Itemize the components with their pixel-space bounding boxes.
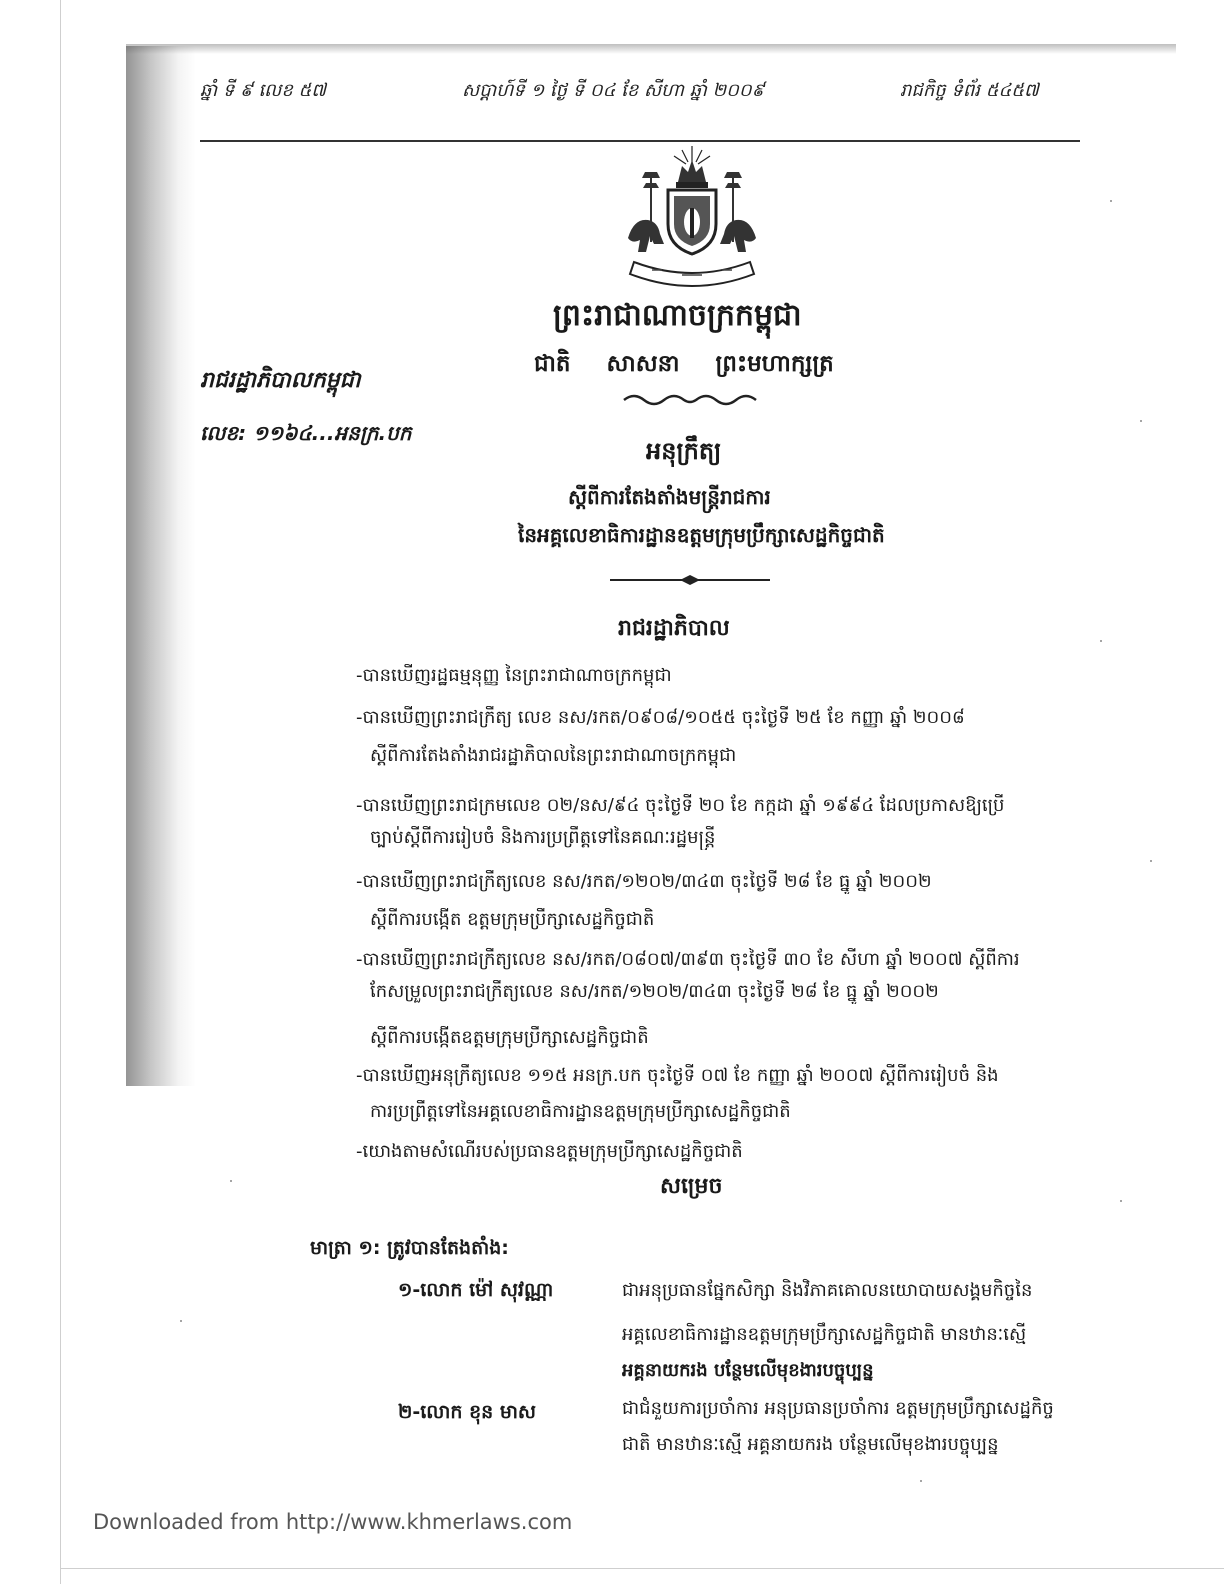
reference-line: កែសម្រួលព្រះរាជក្រឹត្យលេខ នស/រកត/១២០២/៣៤៣ ចុះថ្ងៃទី ២៨ ខែ ធ្នូ ឆ្នាំ ២០០២ [370, 981, 939, 1002]
gazette-year-issue: ឆ្នាំ ទី ៩ លេខ ៥៧ [200, 80, 326, 101]
reference-line: -យោងតាមសំណើរបស់ប្រធានឧត្តមក្រុមប្រឹក្សាសេដ្ឋកិច្ចជាតិ [356, 1141, 743, 1162]
article-1-heading: មាត្រា ១: ត្រូវបានតែងតាំង: [310, 1237, 509, 1259]
scan-speck [920, 1480, 922, 1482]
reference-line: -បានឃើញព្រះរាជក្រឹត្យ លេខ នស/រកត/០៩០៨/១០៥៥ ចុះថ្ងៃទី ២៥ ខែ កញ្ញា ឆ្នាំ ២០០៨ [356, 707, 965, 728]
subject-line-2: នៃអគ្គលេខាធិការដ្ឋានឧត្តមក្រុមប្រឹក្សាសេដ្ឋកិច្ចជាតិ [518, 523, 885, 547]
issuing-authority: រាជរដ្ឋាភិបាល [618, 616, 730, 641]
reference-line: -បានឃើញព្រះរាជក្រមលេខ ០២/នស/៩៤ ចុះថ្ងៃទី ២០ ខែ កក្កដា ឆ្នាំ ១៩៩៤ ដែលប្រកាសឱ្យប្រើ [356, 795, 1005, 816]
royal-arms-of-cambodia-icon [612, 142, 772, 290]
scan-speck [180, 1320, 182, 1322]
scan-shadow [126, 46, 196, 1086]
reference-line: ច្បាប់ស្តីពីការរៀបចំ និងការប្រព្រឹត្តទៅនៃគណៈរដ្ឋមន្ត្រី [370, 827, 716, 848]
scan-speck [1110, 200, 1112, 202]
decision-heading: សម្រេច [660, 1174, 723, 1199]
scan-bottom-line [60, 1568, 1224, 1569]
scan-speck [1120, 1200, 1122, 1202]
appointee-position: ជាជំនួយការប្រចាំការ អនុប្រធានប្រចាំការ ឧត្តមក្រុមប្រឹក្សាសេដ្ឋកិច្ច [622, 1398, 1054, 1419]
appointee-position: អគ្គលេខាធិការដ្ឋានឧត្តមក្រុមប្រឹក្សាសេដ្ឋកិច្ចជាតិ មានឋានៈស្មើ [622, 1324, 1027, 1345]
kingdom-title: ព្រះរាជាណាចក្រកម្ពុជា [553, 298, 802, 333]
issuing-office: រាជរដ្ឋាភិបាលកម្ពុជា [200, 368, 361, 393]
document-type: អនុក្រឹត្យ [646, 437, 722, 465]
appointee-position: ជាអនុប្រធានផ្នែកសិក្សា និងវិភាគគោលនយោបាយសង្គមកិច្ចនៃ [622, 1280, 1033, 1301]
reference-line: -បានឃើញអនុក្រឹត្យលេខ ១១៥ អនក្រ.បក ចុះថ្ងៃទី ០៧ ខែ កញ្ញា ឆ្នាំ ២០០៧ ស្តីពីការរៀបចំ និង [356, 1065, 999, 1086]
gazette-page-number: រាជកិច្ច ទំព័រ ៥៤៥៧ [900, 80, 1039, 101]
source-footer: Downloaded from http://www.khmerlaws.com [93, 1510, 573, 1534]
reference-line: ស្តីពីការបង្កើតឧត្តមក្រុមប្រឹក្សាសេដ្ឋកិច្ចជាតិ [370, 1027, 649, 1048]
reference-line: ការប្រព្រឹត្តទៅនៃអគ្គលេខាធិការដ្ឋានឧត្តមក្រុមប្រឹក្សាសេដ្ឋកិច្ចជាតិ [370, 1101, 791, 1122]
scan-speck [1140, 420, 1142, 422]
ornament-flourish [620, 388, 760, 408]
reference-line: -បានឃើញព្រះរាជក្រឹត្យលេខ នស/រកត/១២០២/៣៤៣ ចុះថ្ងៃទី ២៨ ខែ ធ្នូ ឆ្នាំ ២០០២ [356, 871, 932, 892]
scan-shadow-top [126, 44, 1176, 54]
reference-line: ស្តីពីការតែងតាំងរាជរដ្ឋាភិបាលនៃព្រះរាជាណាចក្រកម្ពុជា [370, 745, 737, 766]
reference-line: ស្តីពីការបង្កើត ឧត្តមក្រុមប្រឹក្សាសេដ្ឋកិច្ចជាតិ [370, 909, 655, 930]
ornament-divider [610, 574, 770, 586]
scan-speck [1100, 640, 1102, 642]
scan-speck [1150, 860, 1152, 862]
scan-edge-line [60, 0, 61, 1584]
reference-line: -បានឃើញរដ្ឋធម្មនុញ្ញ នៃព្រះរាជាណាចក្រកម្ពុជា [356, 665, 672, 686]
reference-line: -បានឃើញព្រះរាជក្រឹត្យលេខ នស/រកត/០៨០៧/៣៩៣ ចុះថ្ងៃទី ៣០ ខែ សីហា ឆ្នាំ ២០០៧ ស្តីពីការ [356, 949, 1020, 970]
appointee-position: អគ្គនាយករង បន្ថែមលើមុខងារបច្ចុប្បន្ន [622, 1360, 874, 1381]
appointee-position: ជាតិ មានឋានៈស្មើ អគ្គនាយករង បន្ថែមលើមុខងារបច្ចុប្បន្ន [622, 1434, 999, 1455]
scan-speck [230, 1180, 232, 1182]
gazette-week-date: សប្តាហ៍ទី ១ ថ្ងៃ ទី ០៤ ខែ សីហា ឆ្នាំ ២០០៩ [462, 80, 765, 101]
document-number: លេខ: ១១៦៤...អនក្រ.បក [200, 421, 412, 445]
appointee-name: ២-លោក ខុន មាស [398, 1401, 537, 1423]
appointee-name: ១-លោក ម៉ៅ សុវណ្ណា [398, 1279, 554, 1301]
subject-line-1: ស្តីពីការតែងតាំងមន្ត្រីរាជការ [568, 485, 771, 509]
national-motto: ជាតិ សាសនា ព្រះមហាក្សត្រ [534, 351, 834, 377]
